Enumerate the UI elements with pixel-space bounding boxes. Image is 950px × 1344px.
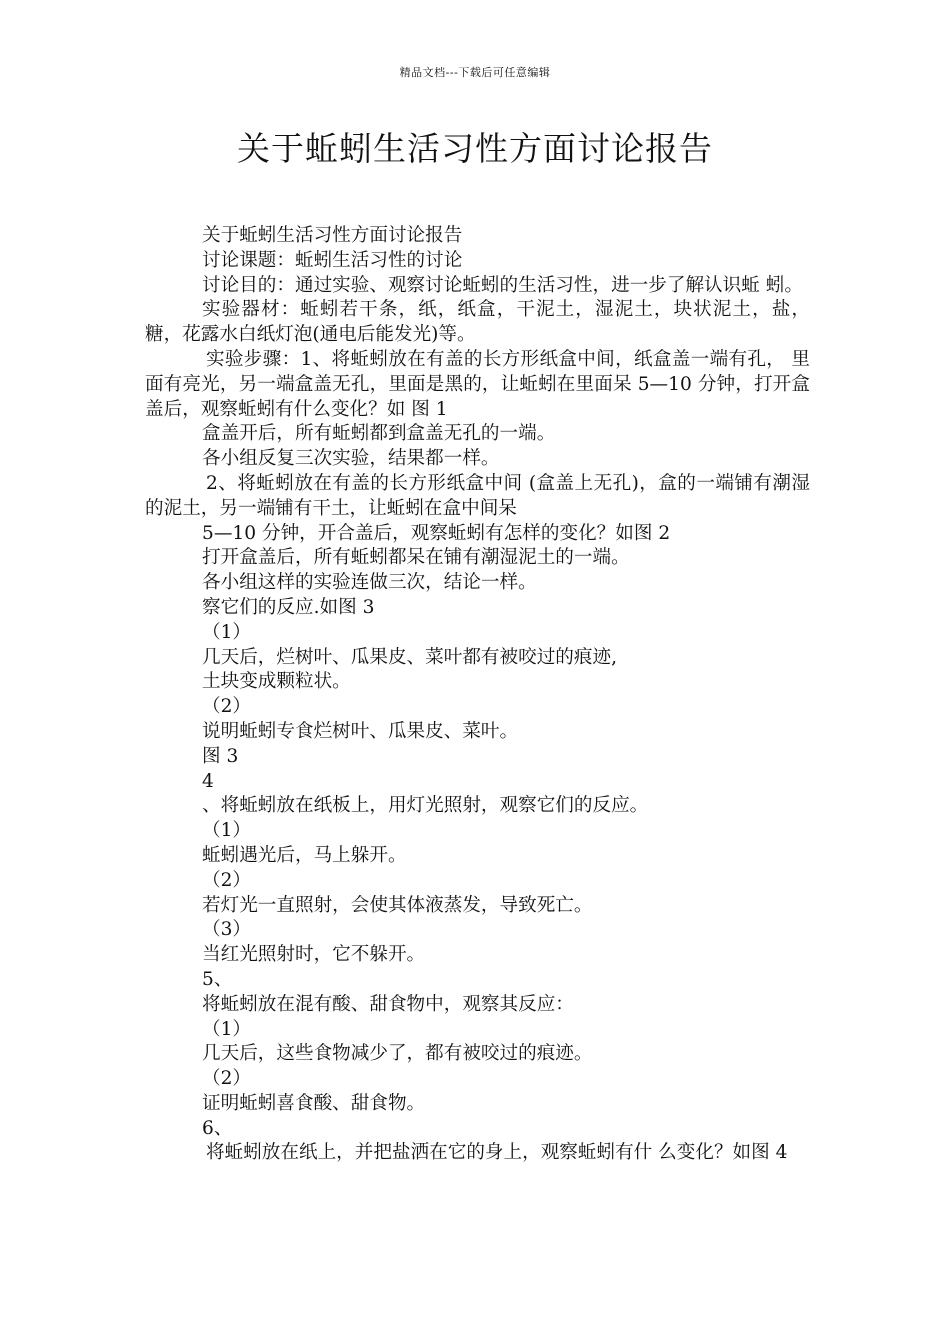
document-body — [145, 224, 810, 1166]
paragraph-step-6-number: 6、 — [202, 1117, 233, 1139]
paragraph-step-3-item-2-text: 说明蚯蚓专食烂树叶、瓜果皮、菜叶。 — [202, 720, 519, 742]
paragraph-step-4-item-1-text: 蚯蚓遇光后，马上躲开。 — [202, 844, 407, 866]
paragraph-step-5-item-1-text: 几天后，这些食物减少了，都有被咬过的痕迹。 — [202, 1043, 593, 1065]
paragraph-step-4-item-2-text: 若灯光一直照射，会使其体液蒸发，导致死亡。 — [202, 894, 593, 916]
paragraph-step-4-item-1-number: （1） — [202, 820, 252, 842]
paragraph-step-3-item-1-cont: 土块变成颗粒状。 — [202, 671, 351, 693]
paragraph-step-4-item-3-text: 当红光照射时，它不躲开。 — [202, 944, 426, 966]
paragraph-step-4-item-3-number: （3） — [202, 919, 252, 941]
paragraph-step-5-item-2-text: 证明蚯蚓喜食酸、甜食物。 — [202, 1092, 426, 1114]
paragraph-step-2-result: 打开盒盖后，所有蚯蚓都呆在铺有潮湿泥土的一端。 — [202, 547, 630, 569]
paragraph-step-3-item-1-text: 几天后，烂树叶、瓜果皮、菜叶都有被咬过的痕迹, — [202, 646, 617, 668]
paragraph-step-2-wait: 5—10 分钟，开合盖后，观察蚯蚓有怎样的变化？如图 2 — [202, 522, 671, 544]
paragraph-step-2: 2、将蚯蚓放在有盖的长方形纸盒中间 (盒盖上无孔)，盒的一端铺有潮湿的泥土，另一端铺有干土，让蚯蚓在盒中间呆 — [145, 472, 810, 519]
paragraph-purpose: 讨论目的：通过实验、观察讨论蚯蚓的生活习性，进一步了解认识蚯 蚓。 — [202, 274, 803, 296]
header-note: 精品文档---下载后可任意编辑 — [399, 66, 551, 79]
paragraph-step-3-intro: 察它们的反应.如图 3 — [202, 596, 375, 618]
paragraph-step-5-item-2-number: （2） — [202, 1068, 252, 1090]
paragraph-step-1: 实验步骤：1、将蚯蚓放在有盖的长方形纸盒中间，纸盒盖一端有孔， 里面有亮光，另一端盒盖无孔，里面是黑的，让蚯蚓在里面呆 5—10 分钟，打开盒盖后，观察蚯蚓有什么变化？如 图 1 — [145, 348, 810, 420]
paragraph-step-5-item-1-number: （1） — [202, 1018, 252, 1040]
paragraph-materials: 实验器材：蚯蚓若干条，纸，纸盒，干泥土，湿泥土，块状泥土，盐， 糖，花露水白纸灯泡(通电后能发光)等。 — [145, 299, 810, 346]
paragraph-step-4-text: 、将蚯蚓放在纸板上，用灯光照射，观察它们的反应。 — [202, 795, 649, 817]
paragraph-step-3-item-2-number: （2） — [202, 696, 252, 718]
paragraph-topic: 讨论课题：蚯蚓生活习性的讨论 — [202, 249, 463, 271]
paragraph-step-6-text: 将蚯蚓放在纸上，并把盐洒在它的身上，观察蚯蚓有什 么变化？如图 4 — [206, 1142, 788, 1164]
paragraph-step-1-result: 盒盖开后，所有蚯蚓都到盒盖无孔的一端。 — [202, 423, 556, 445]
paragraph-step-5-number: 5、 — [202, 968, 233, 990]
paragraph-step-1-repeat: 各小组反复三次实验，结果都一样。 — [202, 448, 500, 470]
paragraph-figure-3-label: 图 3 — [202, 745, 239, 767]
paragraph-step-4-number: 4 — [202, 770, 214, 792]
paragraph-report-title: 关于蚯蚓生活习性方面讨论报告 — [202, 225, 463, 246]
paragraph-step-2-repeat: 各小组这样的实验连做三次，结论一样。 — [202, 572, 537, 594]
page-title: 关于蚯蚓生活习性方面讨论报告 — [237, 129, 713, 168]
paragraph-step-3-item-1-number: （1） — [202, 621, 252, 643]
paragraph-step-4-item-2-number: （2） — [202, 869, 252, 891]
paragraph-step-5-text: 将蚯蚓放在混有酸、甜食物中，观察其反应： — [202, 993, 574, 1015]
